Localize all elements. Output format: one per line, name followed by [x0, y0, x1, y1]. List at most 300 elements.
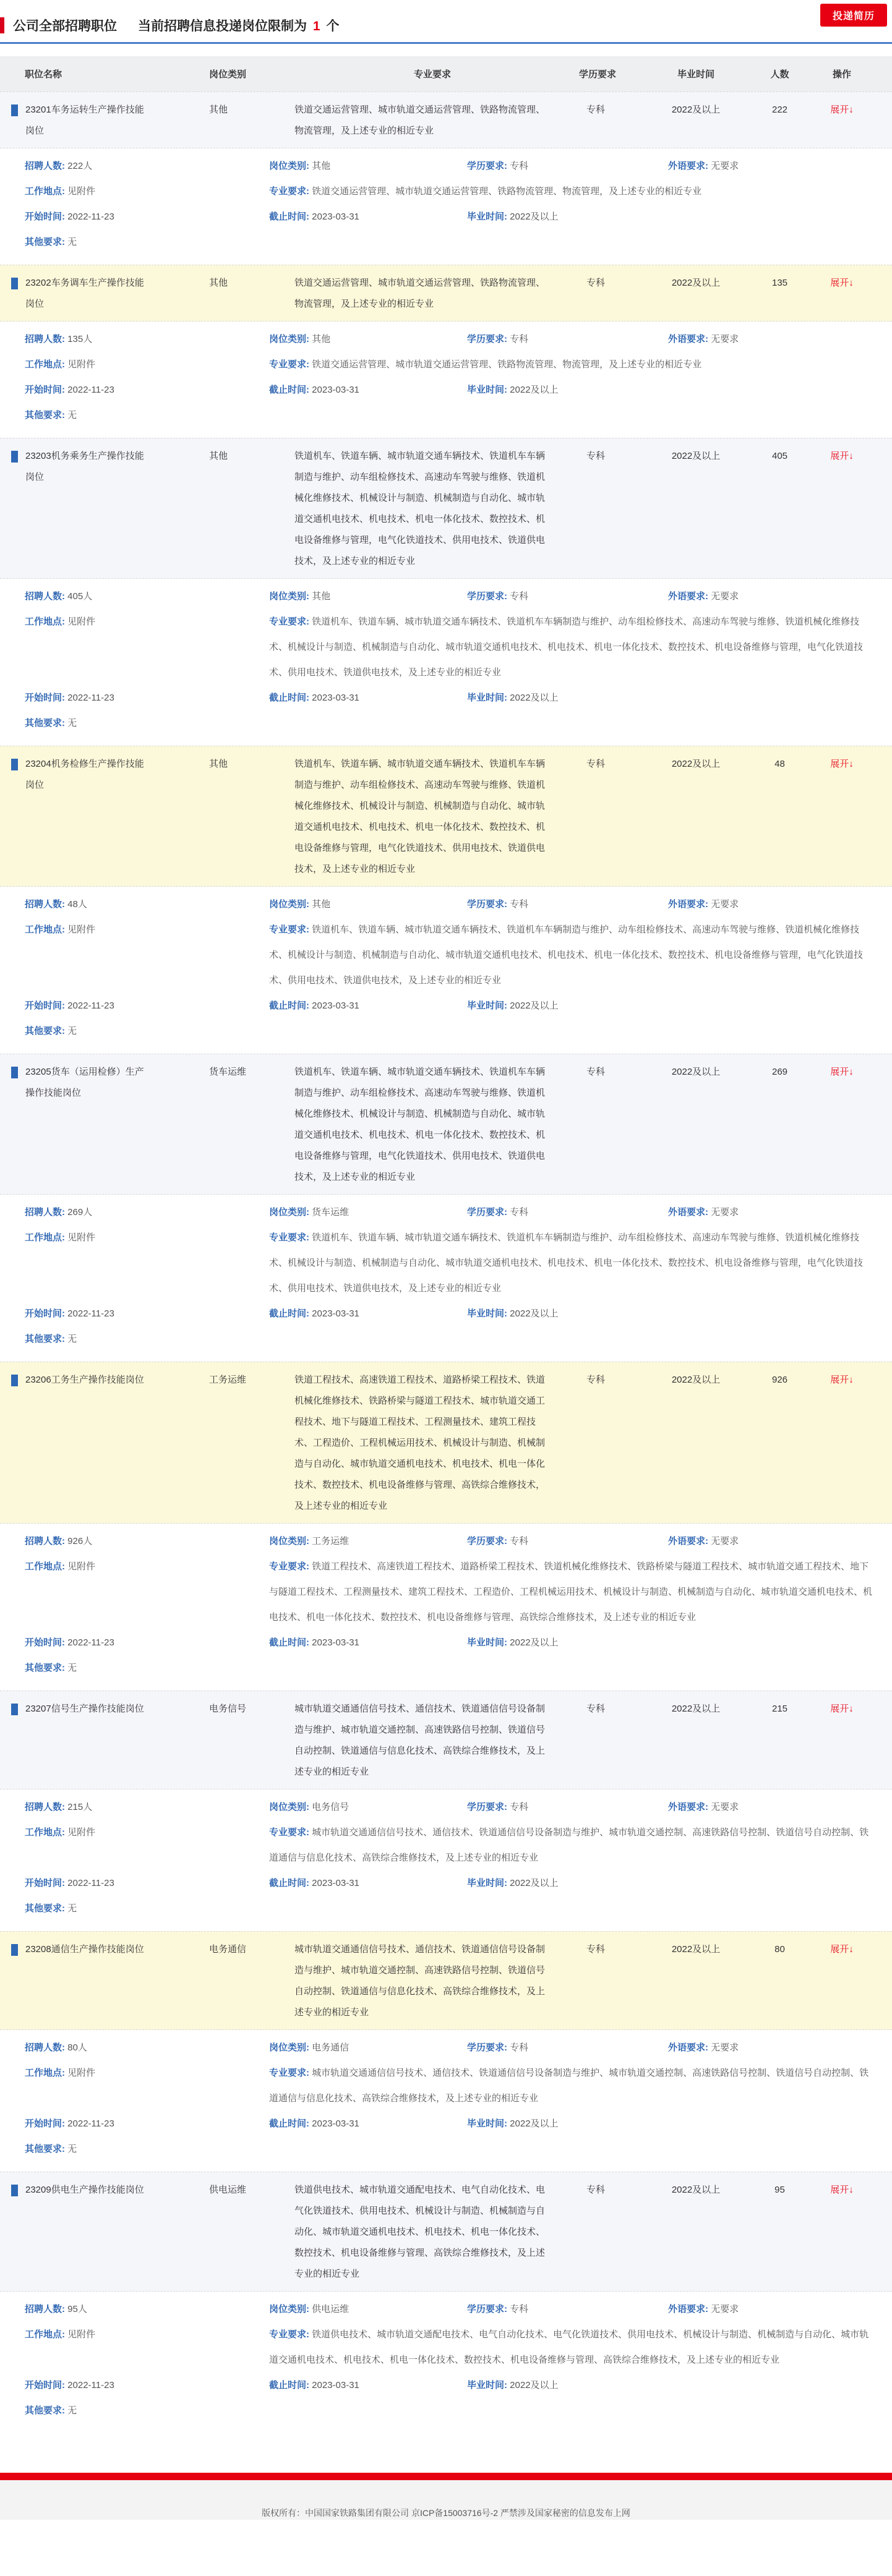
job-detail-section	[0, 887, 892, 1054]
job-detail-section	[0, 1789, 892, 1931]
graduation-time-value: 2022及以上	[510, 211, 559, 222]
majors-label: 专业要求:	[269, 924, 309, 935]
other-requirements-value: 无	[67, 718, 77, 728]
deadline-label: 截止时间:	[269, 1878, 309, 1888]
majors-value: 城市轨道交通通信信号技术、通信技术、铁道通信信号设备制造与维护、城市轨道交通控制、高速铁路信号控制、铁道信号自动控制、铁道通信与信息化技术、高铁综合维修技术，及上述专业的相近专业	[269, 1827, 869, 1863]
job-detail-section	[0, 148, 892, 265]
recruit-count-label: 招聘人数:	[25, 2042, 65, 2053]
job-title: 23207信号生产操作技能岗位	[25, 1704, 144, 1714]
job-block	[0, 1054, 892, 1362]
job-block	[0, 2172, 892, 2433]
foreign-language-value: 无要求	[711, 161, 739, 171]
job-title: 23202车务调车生产操作技能岗位	[25, 278, 144, 309]
job-count: 222	[771, 104, 788, 115]
job-title: 23208通信生产操作技能岗位	[25, 1944, 144, 1955]
job-name-cell	[11, 100, 197, 142]
work-location-label: 工作地点:	[25, 1827, 65, 1838]
job-education: 专科	[586, 451, 606, 461]
graduation-time-label: 毕业时间:	[467, 211, 507, 222]
start-time-label: 开始时间:	[25, 693, 65, 703]
deadline-label: 截止时间:	[269, 1308, 309, 1319]
work-location-label: 工作地点:	[25, 1561, 65, 1572]
job-operation-cell	[814, 1062, 870, 1188]
graduation-time-value: 2022及以上	[510, 693, 559, 703]
graduation-time-label: 毕业时间:	[467, 2118, 507, 2129]
job-title: 23205货车（运用检修）生产操作技能岗位	[25, 1067, 144, 1098]
start-time-label: 开始时间:	[25, 1308, 65, 1319]
job-category: 其他	[209, 759, 228, 769]
job-operation-cell	[814, 1699, 870, 1783]
recruit-count-value: 95人	[67, 2304, 87, 2314]
foreign-language-label: 外语要求:	[668, 899, 708, 910]
job-graduation: 2022及以上	[671, 1704, 721, 1714]
recruit-count-label: 招聘人数:	[25, 1207, 65, 1218]
job-graduation: 2022及以上	[671, 451, 721, 461]
job-count: 405	[771, 451, 788, 461]
majors-value: 铁道交通运营管理、城市轨道交通运营管理、铁路物流管理、物流管理，及上述专业的相近专业	[312, 359, 702, 370]
job-graduation: 2022及以上	[671, 278, 721, 288]
blue-marker-icon	[11, 2185, 18, 2196]
other-requirements-label: 其他要求:	[25, 2144, 65, 2154]
job-count: 48	[774, 759, 785, 769]
job-count: 926	[771, 1375, 788, 1385]
majors-label: 专业要求:	[269, 359, 309, 370]
limit-value: 1	[312, 19, 320, 33]
job-detail-section	[0, 579, 892, 746]
expand-toggle[interactable]: 展开↓	[830, 104, 854, 115]
job-count: 95	[774, 2185, 785, 2195]
job-majors-summary: 铁道交通运营管理、城市轨道交通运营管理、铁路物流管理、物流管理，及上述专业的相近专业	[294, 104, 546, 136]
graduation-time-value: 2022及以上	[510, 1308, 559, 1319]
job-summary-row[interactable]	[0, 265, 892, 322]
job-summary-row[interactable]	[0, 1362, 892, 1524]
job-graduation: 2022及以上	[671, 1067, 721, 1077]
category-value: 电务信号	[312, 1802, 350, 1812]
job-detail-section	[0, 1524, 892, 1691]
foreign-language-label: 外语要求:	[668, 1536, 708, 1546]
column-header-name: 职位名称	[25, 69, 62, 80]
graduation-time-label: 毕业时间:	[467, 693, 507, 703]
category-value: 货车运维	[312, 1207, 350, 1218]
majors-label: 专业要求:	[269, 186, 309, 197]
foreign-language-label: 外语要求:	[668, 334, 708, 344]
category-value: 电务通信	[312, 2042, 350, 2053]
job-operation-cell	[814, 754, 870, 880]
job-category: 工务运维	[209, 1375, 247, 1385]
foreign-language-value: 无要求	[711, 1207, 739, 1218]
recruit-count-label: 招聘人数:	[25, 2304, 65, 2314]
limit-suffix: 个	[326, 19, 340, 33]
job-education: 专科	[586, 1375, 606, 1385]
recruit-count-value: 48人	[67, 899, 87, 910]
majors-label: 专业要求:	[269, 1827, 309, 1838]
job-majors-summary: 铁道交通运营管理、城市轨道交通运营管理、铁路物流管理、物流管理，及上述专业的相近专业	[294, 278, 546, 309]
education-label: 学历要求:	[467, 334, 507, 344]
job-count: 269	[771, 1067, 788, 1077]
job-name-cell	[11, 1370, 197, 1517]
recruit-count-label: 招聘人数:	[25, 1802, 65, 1812]
job-category: 其他	[209, 278, 228, 288]
work-location-label: 工作地点:	[25, 616, 65, 627]
category-value: 其他	[312, 161, 331, 171]
job-education: 专科	[586, 1704, 606, 1714]
footer-red-bar	[0, 2473, 892, 2480]
education-value: 专科	[510, 1802, 529, 1812]
job-category: 其他	[209, 451, 228, 461]
start-time-value: 2022-11-23	[67, 1308, 114, 1319]
majors-label: 专业要求:	[269, 1561, 309, 1572]
work-location-value: 见附件	[67, 2068, 96, 2078]
job-block	[0, 265, 892, 438]
majors-label: 专业要求:	[269, 1232, 309, 1243]
majors-value: 铁道供电技术、城市轨道交通配电技术、电气自动化技术、电气化铁道技术、供用电技术、机械设计与制造、机械制造与自动化、城市轨道交通机电技术、机电技术、机电一体化技术、数控技术、机电设备维修与管理、高铁综合维修技术，及上述专业的相近专业	[269, 2329, 869, 2365]
job-education: 专科	[586, 2185, 606, 2195]
job-majors-summary: 城市轨道交通通信信号技术、通信技术、铁道通信信号设备制造与维护、城市轨道交通控制、高速铁路信号控制、铁道信号自动控制、铁道通信与信息化技术、高铁综合维修技术，及上述专业的相近专业	[294, 1944, 546, 2018]
graduation-time-value: 2022及以上	[510, 2118, 559, 2129]
recruit-count-value: 215人	[67, 1802, 93, 1812]
job-operation-cell	[814, 2180, 870, 2285]
column-header-education: 学历要求	[579, 69, 617, 80]
work-location-value: 见附件	[67, 1232, 96, 1243]
job-block	[0, 1691, 892, 1931]
page-footer	[0, 2473, 892, 2520]
job-majors-summary: 铁道机车、铁道车辆、城市轨道交通车辆技术、铁道机车车辆制造与维护、动车组检修技术、高速动车驾驶与维修、铁道机械化维修技术、机械设计与制造、机械制造与自动化、城市轨道交通机电技术、机电技术、机电一体化技术、数控技术、机电设备维修与管理，电气化铁道技术、供用电技术、铁道供电技术，及上述专业的相近专业	[294, 1067, 546, 1182]
job-title: 23204机务检修生产操作技能岗位	[25, 759, 144, 790]
start-time-value: 2022-11-23	[67, 693, 114, 703]
job-name-cell	[11, 1699, 197, 1783]
graduation-time-label: 毕业时间:	[467, 385, 507, 395]
deadline-label: 截止时间:	[269, 1637, 309, 1648]
education-value: 专科	[510, 591, 529, 602]
majors-value: 铁道机车、铁道车辆、城市轨道交通车辆技术、铁道机车车辆制造与维护、动车组检修技术、高速动车驾驶与维修、铁道机械化维修技术、机械设计与制造、机械制造与自动化、城市轨道交通机电技术、机电技术、机电一体化技术、数控技术、机电设备维修与管理，电气化铁道技术、供用电技术、铁道供电技术，及上述专业的相近专业	[269, 616, 864, 678]
foreign-language-label: 外语要求:	[668, 161, 708, 171]
job-block	[0, 746, 892, 1054]
job-majors-summary: 铁道机车、铁道车辆、城市轨道交通车辆技术、铁道机车车辆制造与维护、动车组检修技术、高速动车驾驶与维修、铁道机械化维修技术、机械设计与制造、机械制造与自动化、城市轨道交通机电技术、机电技术、机电一体化技术、数控技术、机电设备维修与管理，电气化铁道技术、供用电技术、铁道供电技术，及上述专业的相近专业	[294, 759, 546, 874]
start-time-label: 开始时间:	[25, 211, 65, 222]
start-time-label: 开始时间:	[25, 1000, 65, 1011]
recruit-count-value: 222人	[67, 161, 93, 171]
majors-value: 铁道机车、铁道车辆、城市轨道交通车辆技术、铁道机车车辆制造与维护、动车组检修技术、高速动车驾驶与维修、铁道机械化维修技术、机械设计与制造、机械制造与自动化、城市轨道交通机电技术、机电技术、机电一体化技术、数控技术、机电设备维修与管理，电气化铁道技术、供用电技术、铁道供电技术，及上述专业的相近专业	[269, 924, 864, 986]
graduation-time-label: 毕业时间:	[467, 1878, 507, 1888]
graduation-time-label: 毕业时间:	[467, 1637, 507, 1648]
category-label: 岗位类别:	[269, 2304, 309, 2314]
job-name-cell	[11, 1062, 197, 1188]
category-value: 其他	[312, 591, 331, 602]
job-summary-row[interactable]	[0, 92, 892, 148]
foreign-language-value: 无要求	[711, 1536, 739, 1546]
other-requirements-label: 其他要求:	[25, 1903, 65, 1914]
category-label: 岗位类别:	[269, 1536, 309, 1546]
category-label: 岗位类别:	[269, 1207, 309, 1218]
job-operation-cell	[814, 446, 870, 572]
expand-toggle[interactable]: 展开↓	[830, 278, 854, 288]
job-graduation: 2022及以上	[671, 1375, 721, 1385]
job-block	[0, 1931, 892, 2172]
job-name-cell	[11, 2180, 197, 2285]
job-majors-summary: 铁道供电技术、城市轨道交通配电技术、电气自动化技术、电气化铁道技术、供用电技术、机械设计与制造、机械制造与自动化、城市轨道交通机电技术、机电技术、机电一体化技术、数控技术、机电设备维修与管理、高铁综合维修技术，及上述专业的相近专业	[294, 2185, 546, 2279]
education-label: 学历要求:	[467, 1802, 507, 1812]
job-category: 货车运维	[209, 1067, 247, 1077]
category-label: 岗位类别:	[269, 334, 309, 344]
work-location-label: 工作地点:	[25, 359, 65, 370]
education-value: 专科	[510, 1536, 529, 1546]
expand-toggle[interactable]: 展开↓	[830, 1944, 854, 1955]
deadline-value: 2023-03-31	[312, 693, 359, 703]
job-majors-summary: 城市轨道交通通信信号技术、通信技术、铁道通信信号设备制造与维护、城市轨道交通控制、高速铁路信号控制、铁道信号自动控制、铁道通信与信息化技术、高铁综合维修技术，及上述专业的相近专业	[294, 1704, 546, 1777]
work-location-label: 工作地点:	[25, 2068, 65, 2078]
blue-marker-icon	[11, 104, 18, 116]
other-requirements-value: 无	[67, 237, 77, 247]
job-graduation: 2022及以上	[671, 1944, 721, 1955]
foreign-language-value: 无要求	[711, 1802, 739, 1812]
majors-label: 专业要求:	[269, 2329, 309, 2340]
job-detail-section	[0, 322, 892, 438]
other-requirements-label: 其他要求:	[25, 1026, 65, 1036]
other-requirements-label: 其他要求:	[25, 718, 65, 728]
job-name-cell	[11, 273, 197, 315]
start-time-label: 开始时间:	[25, 2380, 65, 2390]
start-time-value: 2022-11-23	[67, 2380, 114, 2390]
category-label: 岗位类别:	[269, 591, 309, 602]
job-summary-row[interactable]	[0, 1931, 892, 2030]
recruit-count-value: 80人	[67, 2042, 87, 2053]
start-time-label: 开始时间:	[25, 385, 65, 395]
job-education: 专科	[586, 1944, 606, 1955]
graduation-time-value: 2022及以上	[510, 1878, 559, 1888]
recruit-count-value: 269人	[67, 1207, 93, 1218]
foreign-language-value: 无要求	[711, 899, 739, 910]
majors-value: 铁道交通运营管理、城市轨道交通运营管理、铁路物流管理、物流管理，及上述专业的相近专业	[312, 186, 702, 197]
work-location-label: 工作地点:	[25, 2329, 65, 2340]
page-title: 公司全部招聘职位	[13, 19, 117, 33]
blue-marker-icon	[11, 759, 18, 770]
job-name-cell	[11, 754, 197, 880]
page-header	[0, 0, 892, 44]
deadline-label: 截止时间:	[269, 211, 309, 222]
job-category: 电务信号	[209, 1704, 247, 1714]
red-accent-bar	[0, 17, 4, 33]
job-education: 专科	[586, 1067, 606, 1077]
education-value: 专科	[510, 2042, 529, 2053]
start-time-value: 2022-11-23	[67, 2118, 114, 2129]
job-title: 23201车务运转生产操作技能岗位	[25, 104, 144, 136]
start-time-label: 开始时间:	[25, 1878, 65, 1888]
expand-toggle[interactable]: 展开↓	[830, 451, 854, 461]
job-name-cell	[11, 446, 197, 572]
table-header-row	[0, 56, 892, 92]
job-block	[0, 1362, 892, 1691]
footer-area	[0, 2480, 892, 2520]
recruit-count-label: 招聘人数:	[25, 161, 65, 171]
category-value: 其他	[312, 899, 331, 910]
recruit-count-value: 135人	[67, 334, 93, 344]
graduation-time-value: 2022及以上	[510, 1000, 559, 1011]
job-summary-row[interactable]	[0, 1054, 892, 1195]
start-time-value: 2022-11-23	[67, 211, 114, 222]
job-title: 23203机务乘务生产操作技能岗位	[25, 451, 144, 482]
job-title: 23206工务生产操作技能岗位	[25, 1375, 144, 1385]
category-value: 供电运维	[312, 2304, 350, 2314]
other-requirements-value: 无	[67, 1663, 77, 1673]
other-requirements-value: 无	[67, 1026, 77, 1036]
job-summary-row[interactable]	[0, 746, 892, 887]
education-label: 学历要求:	[467, 591, 507, 602]
foreign-language-label: 外语要求:	[668, 1207, 708, 1218]
work-location-label: 工作地点:	[25, 186, 65, 197]
job-block	[0, 92, 892, 265]
expand-toggle[interactable]: 展开↓	[830, 2185, 854, 2195]
work-location-label: 工作地点:	[25, 924, 65, 935]
job-graduation: 2022及以上	[671, 2185, 721, 2195]
job-category: 供电运维	[209, 2185, 247, 2195]
start-time-value: 2022-11-23	[67, 1878, 114, 1888]
work-location-label: 工作地点:	[25, 1232, 65, 1243]
job-education: 专科	[586, 759, 606, 769]
deadline-value: 2023-03-31	[312, 1878, 359, 1888]
work-location-value: 见附件	[67, 616, 96, 627]
expand-toggle[interactable]: 展开↓	[830, 1704, 854, 1714]
recruit-count-label: 招聘人数:	[25, 899, 65, 910]
deadline-value: 2023-03-31	[312, 1308, 359, 1319]
recruit-count-label: 招聘人数:	[25, 591, 65, 602]
expand-toggle[interactable]: 展开↓	[830, 759, 854, 769]
deadline-label: 截止时间:	[269, 1000, 309, 1011]
other-requirements-label: 其他要求:	[25, 1663, 65, 1673]
deadline-label: 截止时间:	[269, 2118, 309, 2129]
job-count: 80	[774, 1944, 785, 1955]
deadline-value: 2023-03-31	[312, 385, 359, 395]
other-requirements-label: 其他要求:	[25, 410, 65, 420]
other-requirements-label: 其他要求:	[25, 2405, 65, 2416]
education-label: 学历要求:	[467, 899, 507, 910]
category-label: 岗位类别:	[269, 161, 309, 171]
education-value: 专科	[510, 1207, 529, 1218]
work-location-value: 见附件	[67, 1561, 96, 1572]
expand-toggle[interactable]: 展开↓	[830, 1067, 854, 1077]
job-operation-cell	[814, 1939, 870, 2023]
job-count: 215	[771, 1704, 788, 1714]
other-requirements-value: 无	[67, 2144, 77, 2154]
job-title: 23209供电生产操作技能岗位	[25, 2185, 144, 2195]
job-count: 135	[771, 278, 788, 288]
education-value: 专科	[510, 899, 529, 910]
job-summary-row[interactable]	[0, 438, 892, 579]
limit-note	[138, 16, 339, 35]
recruit-count-value: 926人	[67, 1536, 93, 1546]
category-value: 其他	[312, 334, 331, 344]
majors-label: 专业要求:	[269, 2068, 309, 2078]
job-summary-row[interactable]	[0, 1691, 892, 1789]
education-label: 学历要求:	[467, 161, 507, 171]
majors-value: 铁道工程技术、高速铁道工程技术、道路桥梁工程技术、铁道机械化维修技术、铁路桥梁与隧道工程技术、城市轨道交通工程技术、地下与隧道工程技术、工程测量技术、建筑工程技术、工程造价、工程机械运用技术、机械设计与制造、机械制造与自动化、城市轨道交通机电技术、机电技术、机电一体化技术、数控技术、机电设备维修与管理、高铁综合维修技术，及上述专业的相近专业	[269, 1561, 873, 1623]
foreign-language-value: 无要求	[711, 334, 739, 344]
column-header-graduation: 毕业时间	[677, 69, 714, 80]
other-requirements-value: 无	[67, 410, 77, 420]
recruit-count-label: 招聘人数:	[25, 334, 65, 344]
foreign-language-label: 外语要求:	[668, 1802, 708, 1812]
deadline-value: 2023-03-31	[312, 2380, 359, 2390]
work-location-value: 见附件	[67, 359, 96, 370]
job-detail-section	[0, 1195, 892, 1362]
blue-marker-icon	[11, 1067, 18, 1078]
job-operation-cell	[814, 1370, 870, 1517]
blue-marker-icon	[11, 1944, 18, 1956]
graduation-time-label: 毕业时间:	[467, 2380, 507, 2390]
foreign-language-value: 无要求	[711, 2042, 739, 2053]
category-label: 岗位类别:	[269, 899, 309, 910]
job-category: 其他	[209, 104, 228, 115]
graduation-time-value: 2022及以上	[510, 385, 559, 395]
job-summary-row[interactable]	[0, 2172, 892, 2292]
job-category: 电务通信	[209, 1944, 247, 1955]
column-header-majors: 专业要求	[413, 69, 451, 80]
majors-value: 铁道机车、铁道车辆、城市轨道交通车辆技术、铁道机车车辆制造与维护、动车组检修技术、高速动车驾驶与维修、铁道机械化维修技术、机械设计与制造、机械制造与自动化、城市轨道交通机电技术、机电技术、机电一体化技术、数控技术、机电设备维修与管理，电气化铁道技术、供用电技术、铁道供电技术，及上述专业的相近专业	[269, 1232, 864, 1294]
blue-marker-icon	[11, 1704, 18, 1715]
job-list	[0, 92, 892, 2433]
submit-resume-button[interactable]: 投递简历	[820, 4, 887, 27]
education-label: 学历要求:	[467, 1207, 507, 1218]
deadline-label: 截止时间:	[269, 385, 309, 395]
education-label: 学历要求:	[467, 1536, 507, 1546]
foreign-language-label: 外语要求:	[668, 2042, 708, 2053]
graduation-time-label: 毕业时间:	[467, 1000, 507, 1011]
start-time-value: 2022-11-23	[67, 1000, 114, 1011]
recruit-count-value: 405人	[67, 591, 93, 602]
deadline-label: 截止时间:	[269, 2380, 309, 2390]
limit-prefix: 当前招聘信息投递岗位限制为	[138, 19, 307, 33]
foreign-language-label: 外语要求:	[668, 591, 708, 602]
column-header-count: 人数	[770, 69, 789, 80]
deadline-value: 2023-03-31	[312, 1637, 359, 1648]
blue-marker-icon	[11, 278, 18, 289]
category-label: 岗位类别:	[269, 2042, 309, 2053]
start-time-value: 2022-11-23	[67, 1637, 114, 1648]
other-requirements-value: 无	[67, 1334, 77, 1344]
education-value: 专科	[510, 334, 529, 344]
job-majors-summary: 铁道机车、铁道车辆、城市轨道交通车辆技术、铁道机车车辆制造与维护、动车组检修技术、高速动车驾驶与维修、铁道机械化维修技术、机械设计与制造、机械制造与自动化、城市轨道交通机电技术、机电技术、机电一体化技术、数控技术、机电设备维修与管理，电气化铁道技术、供用电技术、铁道供电技术，及上述专业的相近专业	[294, 451, 546, 566]
job-block	[0, 438, 892, 746]
job-graduation: 2022及以上	[671, 759, 721, 769]
work-location-value: 见附件	[67, 2329, 96, 2340]
job-operation-cell	[814, 273, 870, 315]
column-header-operation: 操作	[832, 69, 851, 80]
graduation-time-value: 2022及以上	[510, 2380, 559, 2390]
education-label: 学历要求:	[467, 2304, 507, 2314]
foreign-language-value: 无要求	[711, 2304, 739, 2314]
job-majors-summary: 铁道工程技术、高速铁道工程技术、道路桥梁工程技术、铁道机械化维修技术、铁路桥梁与隧道工程技术、城市轨道交通工程技术、地下与隧道工程技术、工程测量技术、建筑工程技术、工程造价、工程机械运用技术、机械设计与制造、机械制造与自动化、城市轨道交通机电技术、机电技术、机电一体化技术、数控技术、机电设备维修与管理、高铁综合维修技术，及上述专业的相近专业	[294, 1375, 546, 1511]
graduation-time-label: 毕业时间:	[467, 1308, 507, 1319]
job-detail-section	[0, 2292, 892, 2433]
deadline-value: 2023-03-31	[312, 2118, 359, 2129]
majors-value: 城市轨道交通通信信号技术、通信技术、铁道通信信号设备制造与维护、城市轨道交通控制、高速铁路信号控制、铁道信号自动控制、铁道通信与信息化技术、高铁综合维修技术，及上述专业的相近专业	[269, 2068, 869, 2104]
copyright-text: 版权所有：中国国家铁路集团有限公司 京ICP备15003716号-2 严禁涉及国家秘密的信息发布上网	[262, 2508, 630, 2518]
graduation-time-value: 2022及以上	[510, 1637, 559, 1648]
other-requirements-value: 无	[67, 1903, 77, 1914]
education-value: 专科	[510, 161, 529, 171]
blue-marker-icon	[11, 451, 18, 463]
work-location-value: 见附件	[67, 924, 96, 935]
other-requirements-label: 其他要求:	[25, 1334, 65, 1344]
other-requirements-label: 其他要求:	[25, 237, 65, 247]
job-education: 专科	[586, 104, 606, 115]
deadline-label: 截止时间:	[269, 693, 309, 703]
recruit-count-label: 招聘人数:	[25, 1536, 65, 1546]
start-time-value: 2022-11-23	[67, 385, 114, 395]
job-graduation: 2022及以上	[671, 104, 721, 115]
expand-toggle[interactable]: 展开↓	[830, 1375, 854, 1385]
job-operation-cell	[814, 100, 870, 142]
start-time-label: 开始时间:	[25, 2118, 65, 2129]
